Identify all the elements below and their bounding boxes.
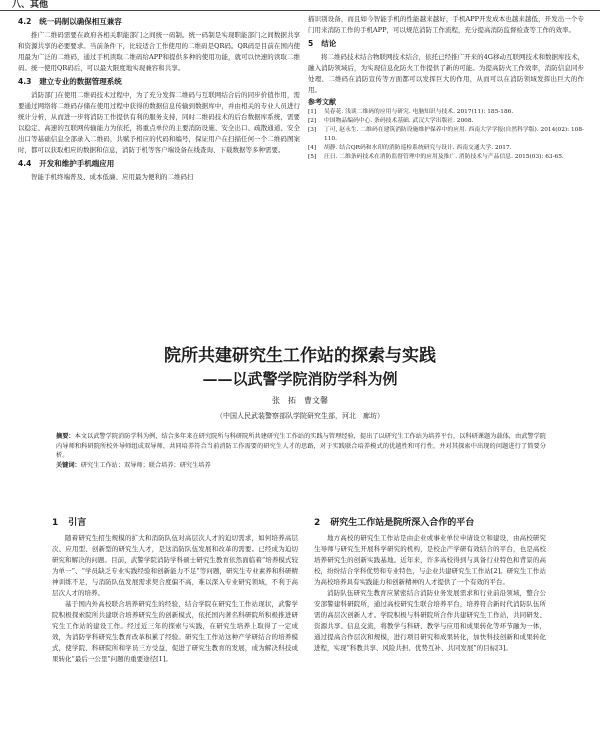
keywords-label: 关键词： bbox=[56, 461, 81, 469]
top-left-column bbox=[18, 14, 300, 306]
article-subtitle: ——以武警学院消防学科为例 bbox=[202, 370, 398, 388]
section-number: 4.2 bbox=[18, 17, 32, 26]
section-number: 4.4 bbox=[18, 159, 32, 168]
reference-number: [3] bbox=[308, 127, 317, 133]
section-heading-5 bbox=[308, 38, 584, 50]
section-title: 引言 bbox=[68, 518, 87, 528]
keywords-text: 研究生工作站；双导师；联合培养；研究生培养 bbox=[80, 461, 211, 469]
section-title: 建立专业的数据管理系统 bbox=[39, 77, 122, 86]
references-list bbox=[308, 108, 584, 162]
abstract-block bbox=[56, 432, 546, 470]
section-number: 2 bbox=[314, 518, 321, 528]
section-number: 1 bbox=[52, 518, 59, 528]
paragraph: 将二维码技术结合物联网技术结合，依托已经推广开来的4G移动互联网技术和数据库技术，融入消防领域后，为实现信息化防火工作提供了新的可能。为提高防火工作效率，消防信息同步处理、二维码在消防宣传等方面都可以发挥巨大的作用，从而可以在消防领域发挥出巨大的作用。 bbox=[308, 53, 584, 94]
paragraph: 智能手机终端普及、成本低廉、应用最为便利的二维码扫 bbox=[31, 173, 194, 181]
abstract bbox=[56, 432, 546, 461]
author-affiliation: （中国人民武装警察部队学院研究生部，河北 廊坊） bbox=[216, 412, 384, 420]
paragraph: 消防部门在使用二维码技术过程中，为了充分发挥二维码与互联网结合后的同步价值作用，需要通过网络将二维码存储在使用过程中获得的数据信息传输到数据库中，并由相关的专业人员进行统计分析，从而进一步将消防工作提供有利的服务支持，同时二维码技术的后台数据库系统，需要以稳定、高速的互联网传输能力为依托，将重点单位的主要消防设施、安全出口、疏散通道、安全出口等基础信息全部录入二维码，共赋予相应的代码和编号，保证用户在扫描任何一个二维码图案时，都可以获取相应的数据和信息，消防于机等客户端设备在线查询、下载数据等多种需要。 bbox=[18, 91, 300, 154]
section-number: 5 bbox=[308, 39, 314, 48]
top-right-column bbox=[308, 14, 584, 306]
paragraph: 随着研究生招生规模的扩大和消防队伍对高层次人才的迫切需求，如何培养高层次、应用型、创新型的研究生人才，是这消防队伍发展和改革的需要。已经成为迫切研究和解决的问题。目前，武警学院消防学科硕士研究生教育依然面临着“培养模式较为单一”、“学员缺乏专业实践经验和创新能力不足”等问题，研究生专业素养和科研精神训练不足，与消防队伍发展需求契合度偏不高，难以深入专业研究领域，不利于高层次人才的培养。 bbox=[52, 534, 298, 597]
section-title: 开发和维护手机端应用 bbox=[39, 159, 115, 168]
section-title: 结论 bbox=[321, 39, 337, 48]
reference-text: 胡静. 结合QR码和水印的消防巡检系统研究与设计. 西南交通大学. 2017. bbox=[324, 145, 512, 151]
abstract-label: 摘要： bbox=[56, 433, 75, 440]
reference-item bbox=[308, 126, 584, 144]
section-heading-4-4 bbox=[18, 158, 300, 170]
section-heading-1 bbox=[52, 516, 298, 531]
bottom-right-column bbox=[314, 516, 546, 732]
header-section-label: 八、其他 bbox=[12, 0, 49, 10]
abstract-text: 本文以武警学院消防学科为例，结合多年来在研究院所与科研院所共建研究生工作站的实践与管理经验，提出了以研究生工作站为培养平台，以科研课题为载体，由武警学院内导师和科研院所校外导师组成双导师，共同培养符合当前消防工作需要的研究生人才的思路，对于实践联合培养模式的优越性和可行性，并对其探索中出现的问题进行了简要分析。 bbox=[56, 433, 546, 459]
section-heading-2 bbox=[314, 516, 546, 531]
section-number: 4.3 bbox=[18, 77, 32, 86]
references-title: 参考文献 bbox=[308, 98, 336, 106]
section-heading-4-3 bbox=[18, 76, 300, 88]
reference-text: 中国物品编码中心. 条码技术基础. 武汉大学出版社. 2008. bbox=[324, 118, 474, 124]
article-authors: 张 拓 曹文馨 bbox=[272, 396, 328, 405]
reference-number: [4] bbox=[308, 145, 317, 151]
reference-item bbox=[308, 153, 584, 162]
header-rule bbox=[0, 10, 600, 11]
reference-item bbox=[308, 144, 584, 153]
reference-number: [2] bbox=[308, 118, 317, 124]
section-heading-4-2 bbox=[18, 16, 300, 28]
reference-text: 吴春花. 浅谈二维码的应用与研究. 电脑知识与技术. 2017(11): 185-186. bbox=[324, 109, 514, 115]
reference-number: [1] bbox=[308, 109, 317, 115]
reference-number: [5] bbox=[308, 154, 317, 160]
article-title: 院所共建研究生工作站的探索与实践 bbox=[164, 346, 436, 366]
section-title: 研究生工作站是院所深入合作的平台 bbox=[330, 518, 475, 528]
reference-item bbox=[308, 108, 584, 117]
paragraph: 消防队伍研究生教育应紧密结合消防业务发展需求和行业前沿领域，整合公安部警建科研院所，通过高校研究生联合培养平台，培养符合新时代消防队伍所需的高层次创新人才。学院积极与科研院所合作共建研究生工作站，共同研发、资源共享、信息交流，将教学与科研、教学与应用和成果转化等环节融为一体，通过提高合作层次和规模，进行项目研究和成果转化，加快科技创新和成果转化进程，实现“科教共享、风险共担、优势互补、共同发展”的目标[3]。 bbox=[314, 589, 546, 652]
running-header bbox=[0, 0, 600, 12]
reference-text: 丁可, 赵永生. 二维码在建筑消防设施维护保养中的应用. 西南大学学报(自然科学版). 2014(02): 108-110. bbox=[324, 127, 584, 142]
paragraph-continued: 描识别设备，而且如今智能手机的性能越来越好，手机APP开发成本也越来越低，开发出一个专门用来消防工作的手机APP，可以规范消防工作流程，充分提高消防监督检查等工作的效率。 bbox=[308, 15, 584, 34]
section-title: 统一码制以确保相互兼容 bbox=[39, 17, 122, 26]
keywords bbox=[56, 461, 546, 471]
reference-text: 汪日. 二维条码技术在消防监督管理中的应用及推广. 消防技术与产品信息. 2015(03): 63-65. bbox=[324, 154, 564, 160]
paragraph: 推广二维码需要在政府各相关职能部门之间统一码制。统一码制是实现职能部门之间数据共享和资源共享的必要要求。当前条件下，比较适合工作使用的二维码是QR码。QR码是目前在国内使用最为广泛的二维码，通过手机读取二维码给APP和提供多种的使用功能，就可以快速的读取二维码。统一使用QR码后，可以最大限度地实现兼容和共享。 bbox=[18, 31, 300, 72]
paragraph: 地方高校的研究生工作站是由企业或事业单位申请设立和建设，由高校研究生导师与研究生开展科学研究的机构，是校企产学研有效结合的平台，也是高校培养研究生的创新实践基地。近年来，许多高校得到与具备行业特色和背景的高校，纷纷结合学科优势和专业特色，与企业共建研究生工作站[2]。研究生工作站为高校培养具有实践能力和创新精神的人才提供了一个有效的平台。 bbox=[314, 534, 546, 586]
bottom-left-column bbox=[52, 516, 298, 732]
paragraph: 基于国内外高校联合培养研究生的经验，结合学院在研究生工作站现状，武警学院积极探索院所共建联合培养研究生的创新模式，依托国内著名科研院所积极推进研究生工作站的建设工作。经过近三年的探索与实践，在研究生培养上取得了一定成效，为消防学科研究生教育改革积累了经验。研究生工作站这种产学研结合的培养模式，使学院、科研院所和学员三方受益，促进了研究生教育的发展，成为解决科技成果转化“最后一公里”问题的重要途径[1]。 bbox=[52, 600, 298, 663]
reference-item bbox=[308, 117, 584, 126]
